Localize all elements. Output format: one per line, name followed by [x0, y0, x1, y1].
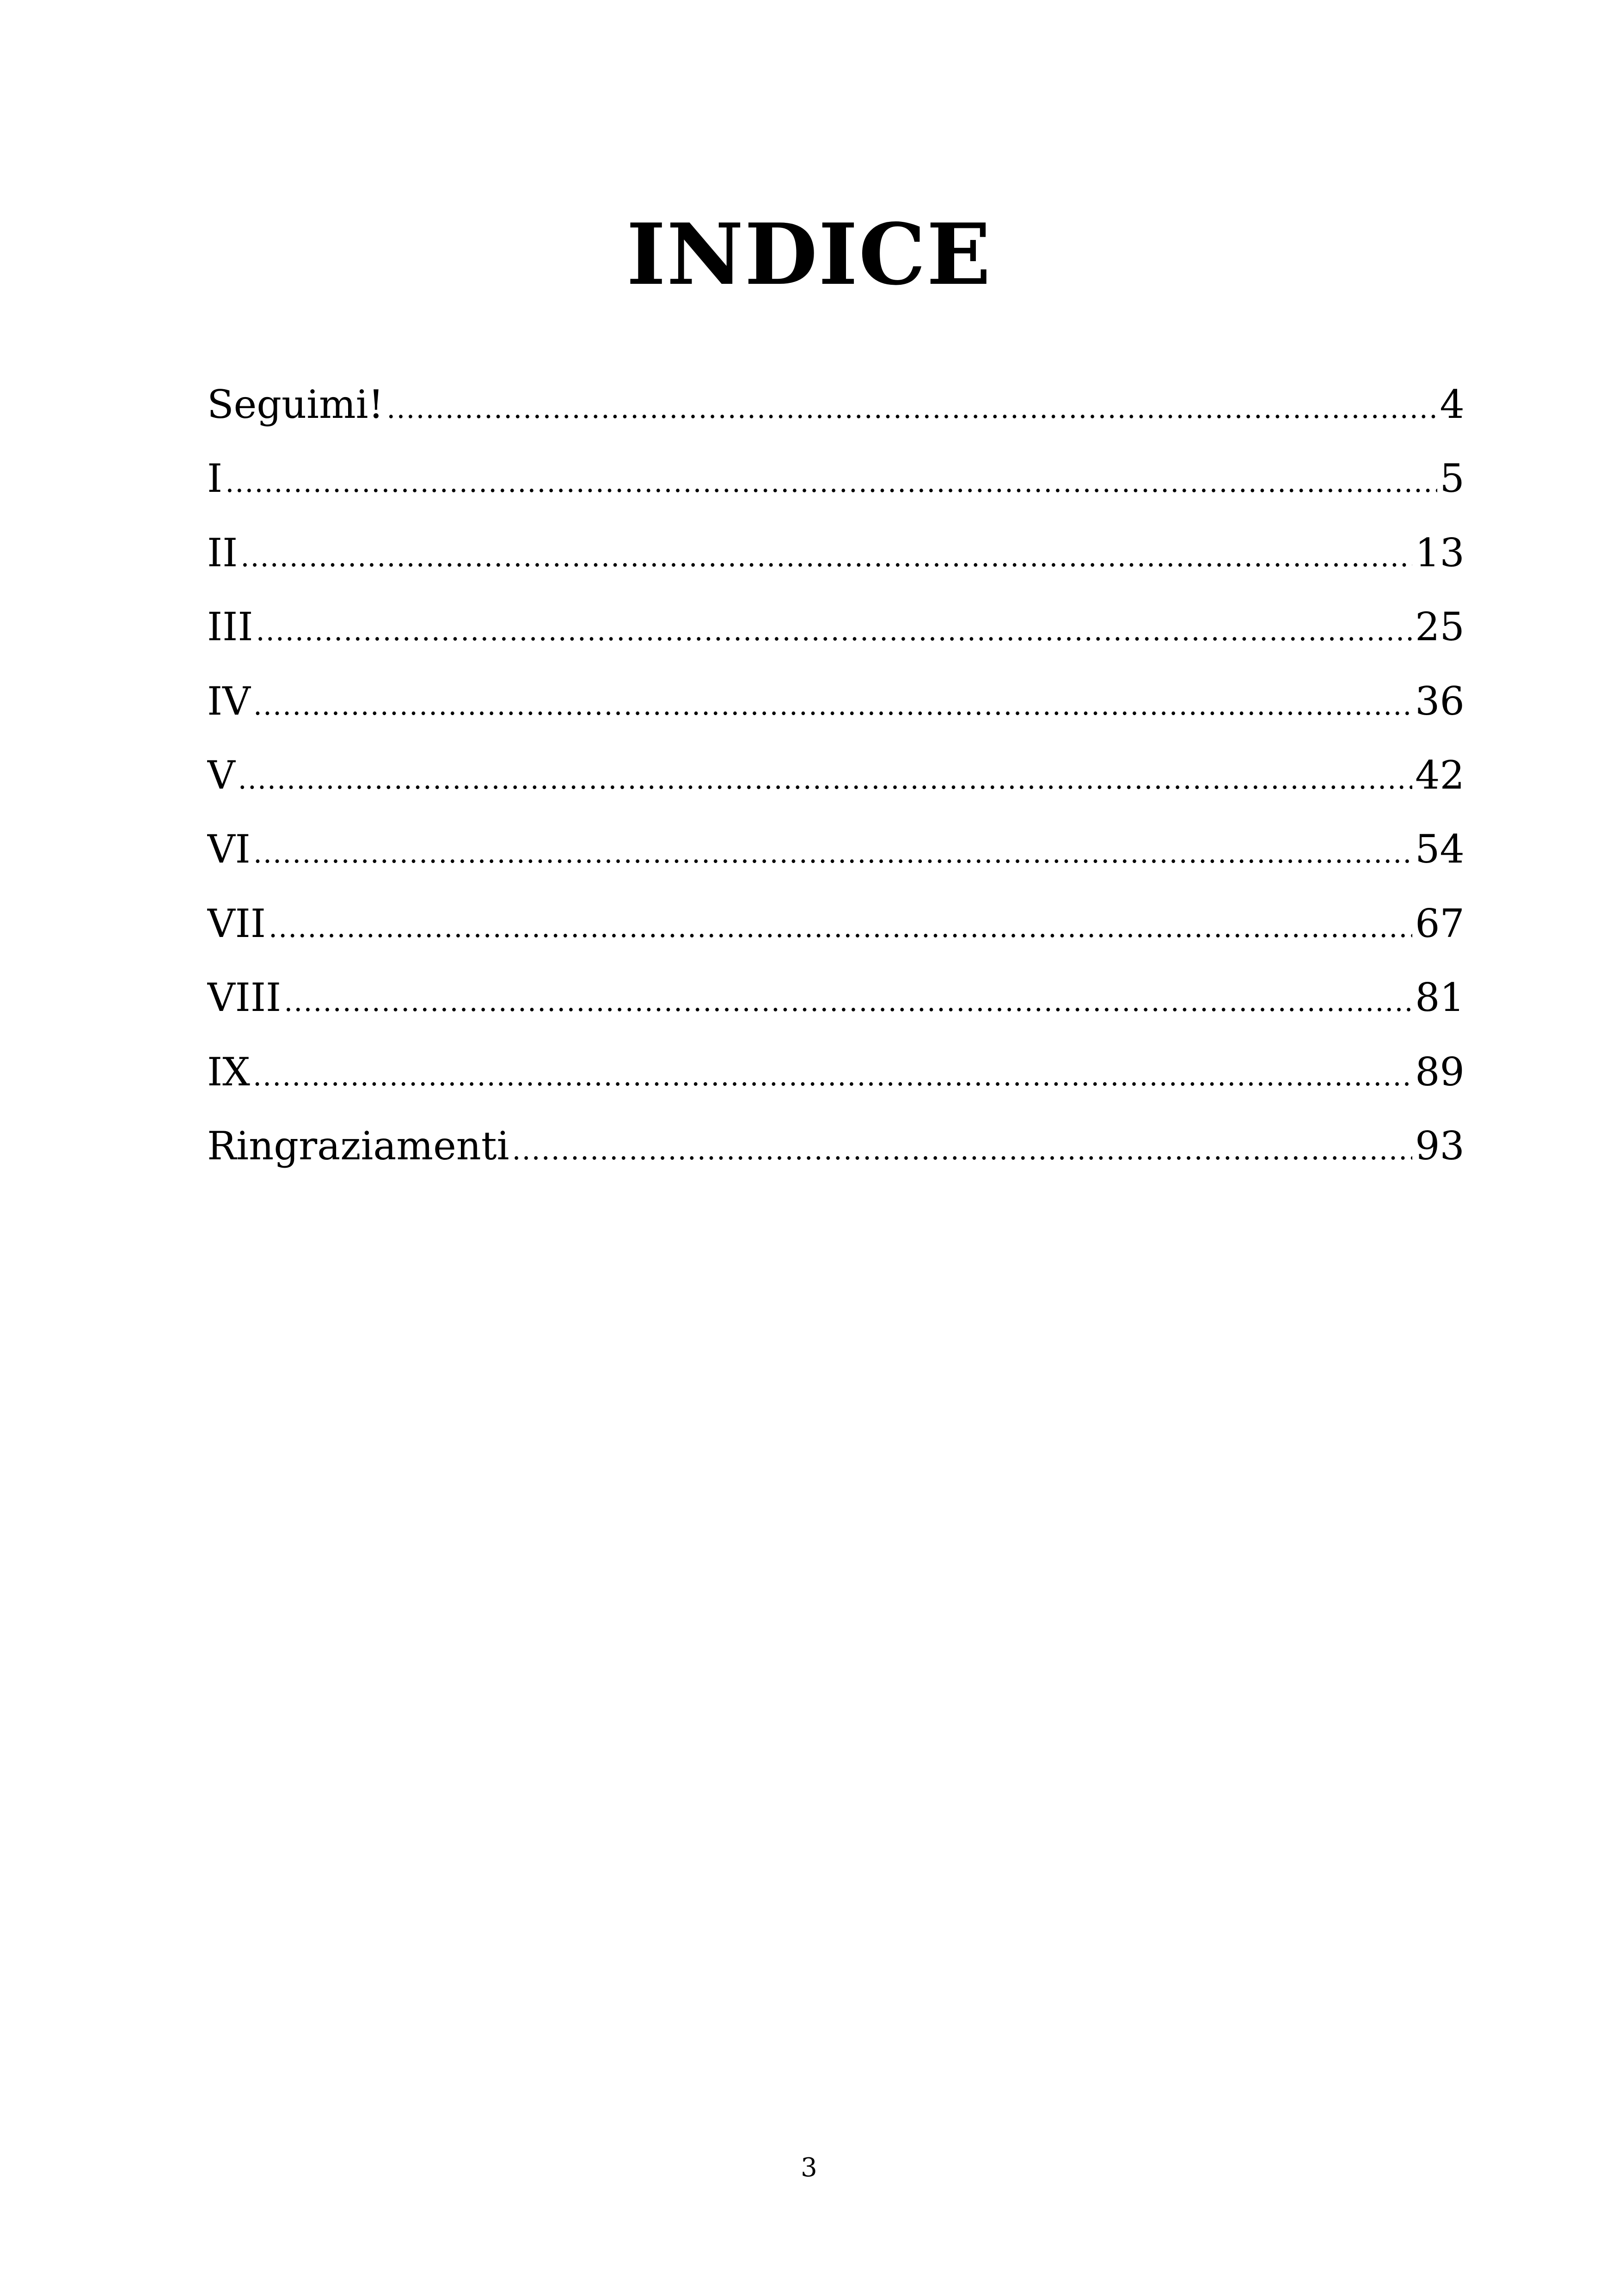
toc-entry-label: VIII [207, 975, 282, 1021]
toc-entry[interactable] [207, 516, 1465, 590]
toc-entry-page: 67 [1415, 900, 1465, 946]
toc-entry-label: Ringraziamenti [207, 1123, 509, 1169]
table-of-contents [207, 367, 1465, 1183]
toc-dot-leader [225, 446, 1437, 515]
toc-entry-page: 42 [1415, 752, 1465, 798]
toc-dot-leader [253, 816, 1412, 886]
toc-entry[interactable] [207, 590, 1465, 664]
toc-entry[interactable] [207, 1035, 1465, 1109]
toc-entry-page: 81 [1415, 975, 1465, 1021]
toc-dot-leader [253, 1039, 1412, 1109]
toc-entry-page: 36 [1415, 678, 1465, 724]
toc-dot-leader [386, 372, 1437, 441]
toc-entry-label: II [207, 530, 238, 576]
page-title: INDICE [626, 204, 992, 304]
page-number: 3 [801, 2153, 817, 2183]
toc-entry-label: IV [207, 678, 251, 724]
toc-entry[interactable] [207, 441, 1465, 515]
toc-entry[interactable] [207, 961, 1465, 1035]
toc-entry-page: 13 [1415, 530, 1465, 576]
toc-entry[interactable] [207, 367, 1465, 441]
toc-entry-label: I [207, 456, 223, 502]
toc-entry-page: 5 [1440, 456, 1465, 502]
toc-entry-label: V [207, 752, 235, 798]
toc-entry-page: 89 [1415, 1049, 1465, 1095]
toc-entry-page: 93 [1415, 1123, 1465, 1169]
toc-dot-leader [269, 891, 1412, 961]
toc-entry[interactable] [207, 664, 1465, 738]
toc-dot-leader [240, 520, 1412, 590]
toc-entry-page: 54 [1415, 827, 1465, 872]
toc-dot-leader [253, 668, 1412, 738]
toc-dot-leader [284, 965, 1412, 1035]
toc-dot-leader [256, 594, 1413, 664]
toc-entry[interactable] [207, 738, 1465, 812]
toc-dot-leader [512, 1113, 1413, 1183]
toc-entry-page: 25 [1415, 604, 1465, 650]
toc-entry-label: VI [207, 827, 251, 872]
toc-entry-label: III [207, 604, 253, 650]
toc-entry-label: IX [207, 1049, 250, 1095]
toc-entry[interactable] [207, 812, 1465, 886]
toc-entry-label: Seguimi! [207, 382, 384, 427]
toc-entry[interactable] [207, 887, 1465, 961]
toc-entry-page: 4 [1440, 382, 1465, 427]
toc-entry-label: VII [207, 900, 266, 946]
toc-entry[interactable] [207, 1109, 1465, 1183]
toc-dot-leader [238, 742, 1412, 812]
